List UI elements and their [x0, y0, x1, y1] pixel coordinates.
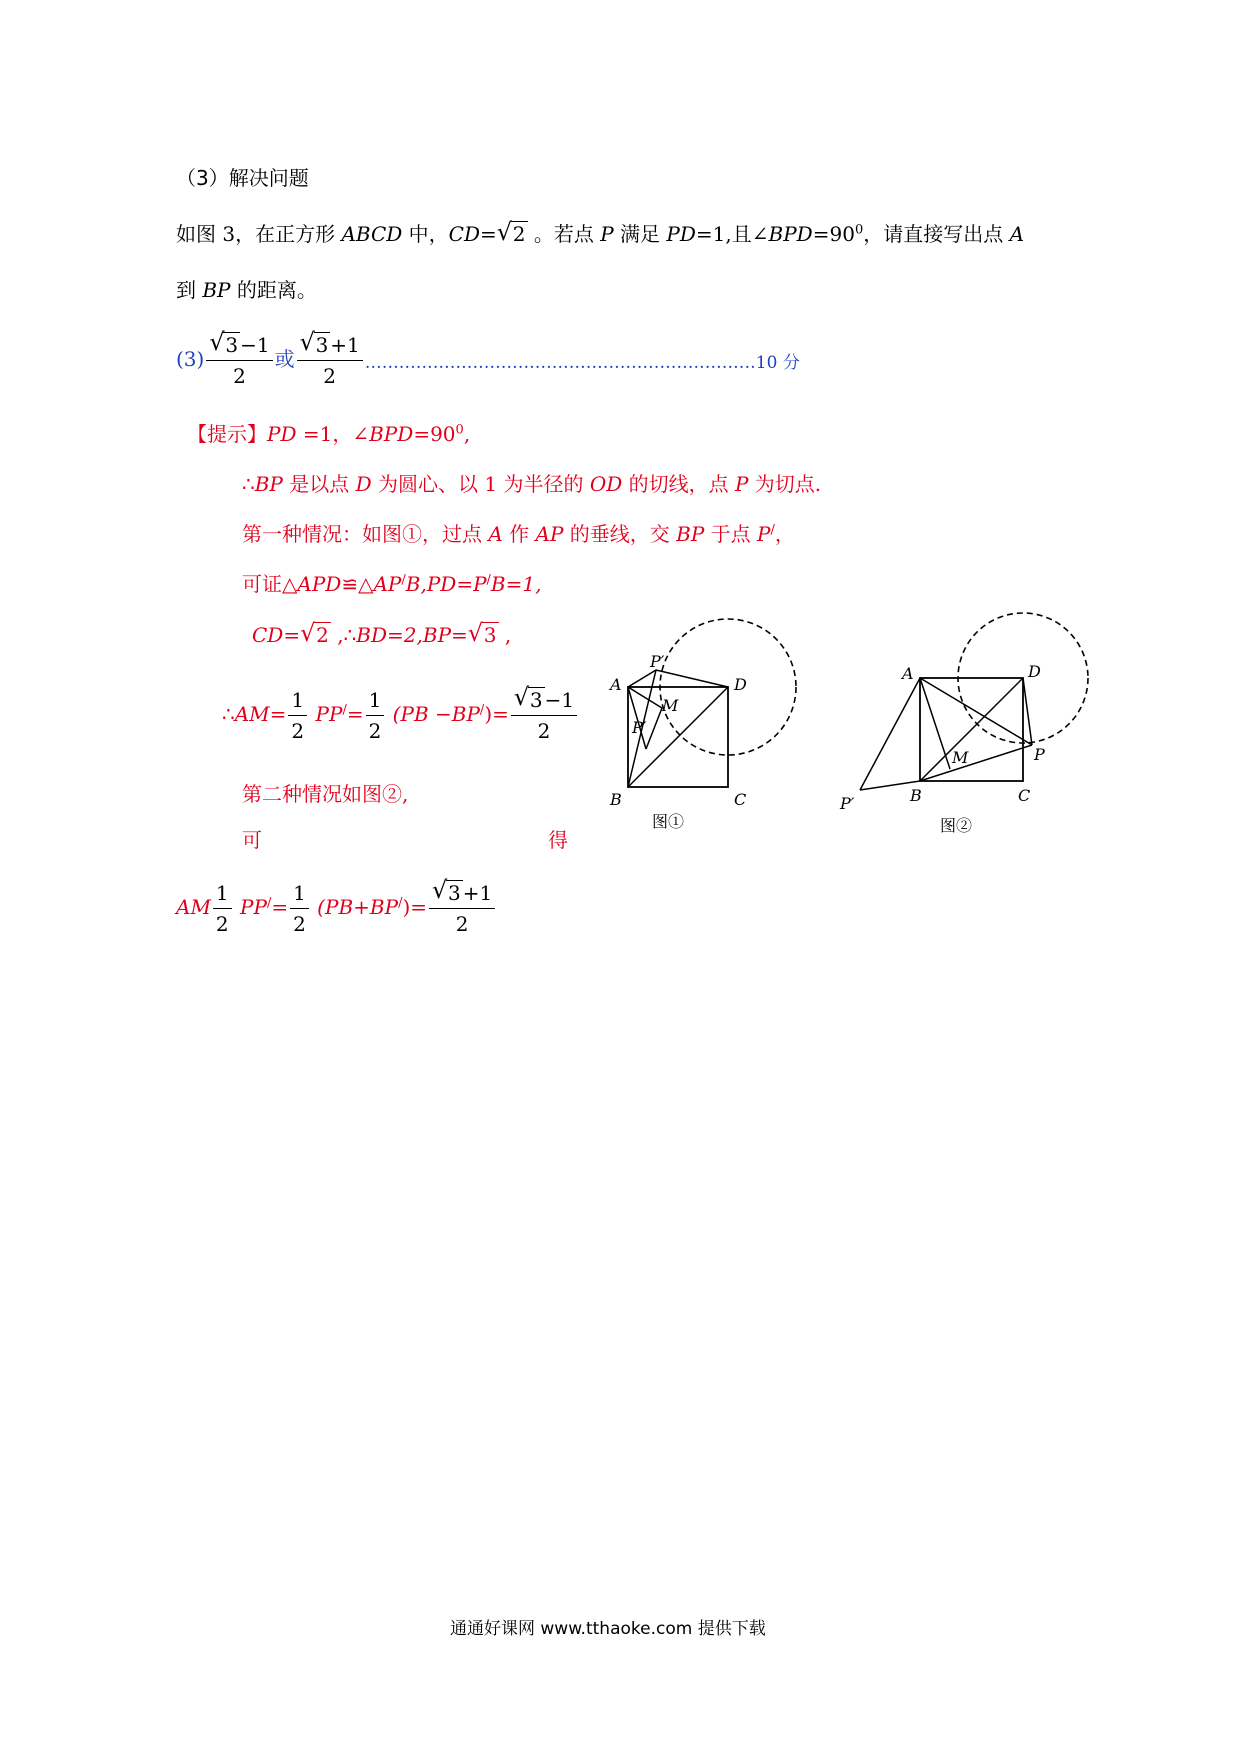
segment-am: [920, 678, 950, 769]
problem-text: =1,且∠: [695, 222, 769, 246]
hint-text: 于点: [704, 522, 758, 546]
fig2-label-b: B: [910, 786, 922, 805]
hint-text: AP: [535, 522, 564, 546]
prime-superscript: /: [398, 895, 403, 911]
fig1-label-d: D: [734, 675, 747, 694]
fig1-label-p-prime: P′: [650, 652, 665, 671]
problem-text: 如图 3，在正方形: [176, 222, 342, 246]
denominator: 2: [537, 719, 551, 743]
segment-dp: [1023, 678, 1032, 745]
hint-line-7: 第二种情况如图②,: [242, 782, 409, 806]
hint-text: 为圆心、以 1 为半径的: [371, 472, 590, 496]
hint-text: ,: [463, 422, 471, 446]
hint-line-6: [222, 685, 579, 746]
hint-text: ,: [498, 623, 512, 647]
numerator: 1: [290, 878, 309, 909]
result-fraction: [511, 685, 577, 746]
denominator: 2: [215, 912, 229, 936]
problem-text: 中，: [402, 222, 449, 246]
fig1-label-a: A: [610, 675, 622, 694]
segment: [656, 670, 728, 687]
fig2-label-m: M: [952, 748, 969, 767]
hint-text: D: [355, 472, 372, 496]
radicand: 3: [483, 623, 497, 647]
hint-line-2: [242, 468, 821, 497]
hint-text: ∴: [242, 472, 255, 496]
hint-text: 可证△: [242, 572, 298, 596]
numerator: 1: [213, 878, 232, 909]
problem-text: 。若点: [527, 222, 601, 246]
hint-text: A: [488, 522, 503, 546]
problem-text: A: [1009, 222, 1025, 246]
problem-text: 的距离。: [230, 278, 317, 302]
hint-text: CD=: [252, 623, 301, 647]
hint-tag: 【提示】: [187, 422, 267, 446]
fig2-label-c: C: [1018, 786, 1031, 805]
hint-text: BP: [254, 472, 283, 496]
hint-line-3: [242, 518, 795, 547]
hint-text: 为切点.: [748, 472, 822, 496]
hint-text: PP: [233, 895, 267, 919]
hint-text: )=: [484, 702, 509, 726]
hint-text: =1，∠: [296, 422, 370, 446]
problem-line-1: [176, 218, 1024, 247]
sqrt-symbol: [497, 221, 528, 246]
hint-line-9: [176, 878, 497, 939]
problem-text: 满足: [613, 222, 667, 246]
numerator-tail: +1: [462, 881, 493, 905]
denominator: 2: [455, 912, 469, 936]
hint-text: (PB+BP: [310, 895, 399, 919]
hint-text: P: [734, 472, 749, 496]
problem-text: P: [600, 222, 614, 246]
hint-text: BPD: [369, 422, 414, 446]
segment-ap: [920, 678, 1032, 745]
hint-text: PP: [309, 702, 343, 726]
problem-text: ABCD: [341, 222, 403, 246]
hint-text: ≌△: [341, 572, 374, 596]
radicand: 2: [512, 222, 526, 246]
result-fraction: [429, 878, 495, 939]
segment: [860, 678, 920, 790]
problem-text: BP: [202, 278, 231, 302]
fig1-label-p: P′: [632, 718, 647, 737]
hint-text: 的垂线，交: [563, 522, 677, 546]
hint-text: BD=2,BP=: [356, 623, 468, 647]
hint-line-8b: 得: [548, 828, 568, 852]
fig2-label-p-prime: P′: [840, 794, 855, 813]
fig1-label-m: M: [662, 696, 679, 715]
sqrt-symbol: [468, 622, 499, 647]
prime-superscript: /: [479, 702, 485, 718]
answer-or: 或: [274, 347, 295, 371]
numerator: 1: [366, 685, 385, 716]
problem-line-2: [176, 274, 317, 303]
hint-text: )=: [402, 895, 428, 919]
denominator: 2: [293, 912, 306, 936]
radicand: 3: [529, 688, 543, 712]
hint-text: AM: [176, 895, 211, 919]
fig1-caption: 图①: [652, 812, 685, 830]
figure-1: [600, 615, 810, 830]
hint-text: ，: [774, 522, 795, 546]
segment-bp: [920, 745, 1032, 781]
denominator: 2: [233, 364, 246, 388]
prime-superscript: /: [770, 522, 775, 538]
problem-text: CD=: [448, 222, 497, 246]
segment: [646, 708, 662, 749]
hint-line-8a: 可: [242, 828, 262, 852]
degree-superscript: 0: [854, 222, 864, 238]
hint-text: OD: [589, 472, 623, 496]
degree-superscript: 0: [455, 422, 464, 438]
prime-superscript: /: [266, 895, 272, 911]
half-fraction: [288, 685, 307, 746]
answer-label: (3): [176, 347, 205, 371]
problem-text: BPD: [768, 222, 813, 246]
hint-text: AM=: [234, 702, 287, 726]
numerator: 1: [288, 685, 307, 716]
hint-text: =90: [413, 422, 456, 446]
hint-text: ,∴: [330, 623, 357, 647]
prime-superscript: /: [342, 702, 347, 718]
hint-text: 作: [502, 522, 536, 546]
denominator: 2: [291, 719, 305, 743]
section-heading: （3）解决问题: [176, 166, 309, 190]
answer-fraction-2: [297, 330, 363, 391]
numerator-tail: −1: [240, 333, 270, 357]
problem-text: =90: [812, 222, 855, 246]
hint-line-1: [187, 418, 470, 447]
answer-score-dots: ……………………………………………………………10 分: [364, 353, 800, 373]
hint-text: B,PD=P: [405, 572, 487, 596]
radicand: 3: [448, 881, 461, 905]
problem-text: PD: [666, 222, 696, 246]
hint-text: 第一种情况：如图①，过点: [242, 522, 489, 546]
hint-line-5: [252, 622, 511, 647]
radicand: 2: [316, 623, 329, 647]
radicand: 3: [225, 333, 239, 357]
hint-text: BP: [676, 522, 705, 546]
prime-superscript: /: [486, 572, 491, 588]
hint-text: PD: [267, 422, 297, 446]
hint-text: =: [271, 895, 289, 919]
half-fraction: [290, 878, 309, 939]
half-fraction: [213, 878, 232, 939]
fig2-label-a: A: [902, 664, 914, 683]
hint-text: 的切线，点: [622, 472, 735, 496]
fig1-label-c: C: [734, 790, 747, 809]
footer: 通通好课网 www.tthaoke.com 提供下载: [450, 1619, 766, 1639]
hint-text: P: [757, 522, 771, 546]
hint-text: (PB −BP: [386, 702, 480, 726]
denominator: 2: [323, 364, 337, 388]
figure-2: [830, 605, 1110, 845]
half-fraction: [366, 685, 385, 746]
answer-line: [176, 330, 800, 391]
problem-text: ，请直接写出点: [863, 222, 1010, 246]
hint-text: ∴: [222, 702, 235, 726]
hint-text: B=1,: [490, 572, 542, 596]
sqrt-symbol: [300, 622, 331, 647]
hint-text: AP: [373, 572, 402, 596]
numerator-tail: +1: [330, 333, 360, 357]
hint-text: 是以点: [282, 472, 356, 496]
numerator-tail: −1: [544, 688, 575, 712]
prime-superscript: /: [401, 572, 406, 588]
radicand: 3: [315, 333, 329, 357]
answer-fraction-1: [206, 330, 272, 391]
fig2-label-d: D: [1028, 662, 1041, 681]
denominator: 2: [368, 719, 382, 743]
hint-text: APD: [297, 572, 342, 596]
fig2-caption: 图②: [940, 816, 973, 835]
fig1-label-b: B: [610, 790, 622, 809]
problem-text: 到: [176, 278, 203, 302]
hint-text: =: [346, 702, 364, 726]
fig2-label-p: P: [1034, 745, 1045, 764]
hint-line-4: [242, 568, 541, 597]
